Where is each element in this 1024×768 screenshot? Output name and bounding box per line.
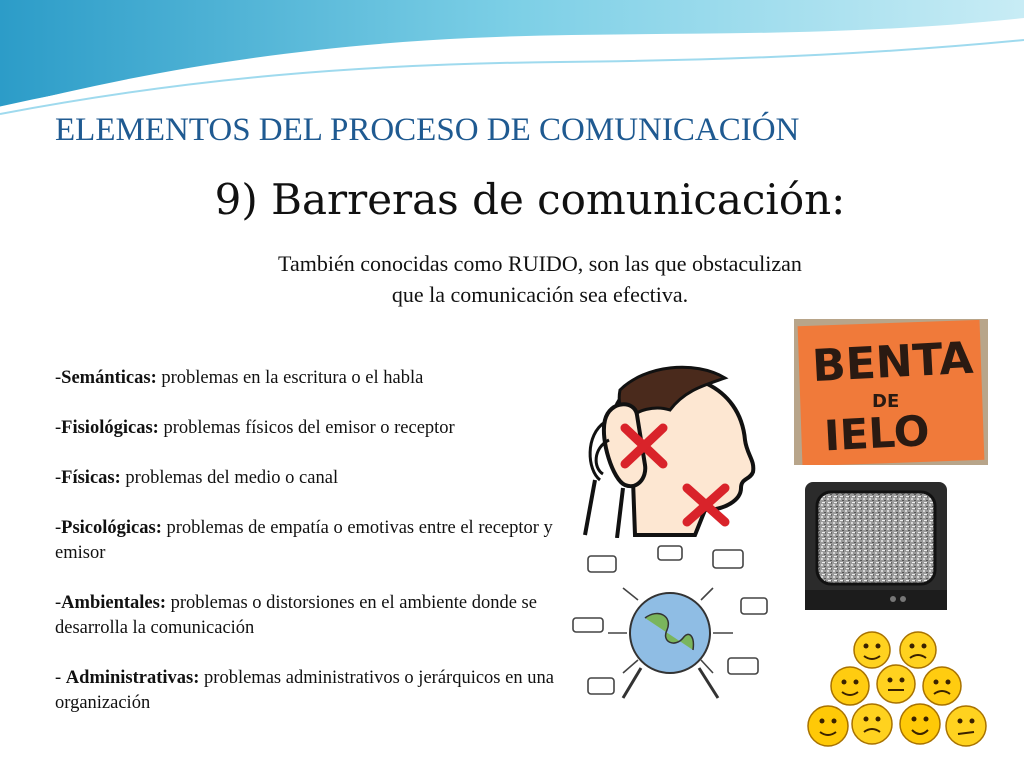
deaf-mute-pictogram bbox=[575, 360, 765, 545]
barrier-desc: problemas de empatía o emotivas entre el receptor y emisor bbox=[55, 518, 553, 563]
barrier-fisiologicas: -Fisiológicas: problemas físicos del emisor o receptor bbox=[55, 418, 455, 438]
barrier-desc: problemas administrativos o jerárquicos en una organización bbox=[55, 668, 554, 713]
misspelled-sign-photo bbox=[794, 319, 988, 465]
sign-word-3: IELO bbox=[822, 406, 931, 461]
barrier-semanticas: -Semánticas: problemas en la escritura o el habla bbox=[55, 368, 424, 388]
barrier-fisicas: -Físicas: problemas del medio o canal bbox=[55, 468, 339, 488]
barrier-desc: problemas del medio o canal bbox=[120, 468, 339, 488]
barrier-term: Administrativas: bbox=[65, 668, 200, 688]
slide-title: ELEMENTOS DEL PROCESO DE COMUNICACIÓN bbox=[55, 112, 800, 148]
section-heading: 9) Barreras de comunicación: bbox=[214, 175, 846, 224]
sign-word-2: DE bbox=[872, 391, 900, 412]
barrier-list bbox=[55, 366, 575, 716]
sign-word-1: BENTA bbox=[810, 332, 975, 393]
barrier-term: Psicológicas: bbox=[61, 518, 162, 538]
barrier-term: Físicas: bbox=[61, 468, 121, 488]
environmental-noise-sketch bbox=[563, 538, 778, 723]
barrier-desc: problemas o distorsiones en el ambiente donde se desarrolla la comunicación bbox=[55, 593, 537, 638]
intro-line-2: que la comunicación sea efectiva. bbox=[391, 282, 689, 307]
emoji-faces-pyramid bbox=[800, 628, 992, 768]
barrier-term: Ambientales: bbox=[61, 593, 166, 613]
static-tv-photo bbox=[803, 480, 949, 612]
barrier-term: Semánticas: bbox=[61, 368, 157, 388]
barrier-term: Fisiológicas: bbox=[61, 418, 159, 438]
intro-text bbox=[205, 248, 875, 310]
barrier-ambientales: -Ambientales: problemas o distorsiones en el ambiente donde se desarrolla la comunicación bbox=[55, 593, 537, 638]
intro-line-1: También conocidas como RUIDO, son las que obstaculizan bbox=[278, 251, 802, 276]
barrier-desc: problemas físicos del emisor o receptor bbox=[158, 418, 455, 438]
barrier-desc: problemas en la escritura o el habla bbox=[156, 368, 424, 388]
header-wave-decoration bbox=[0, 0, 1024, 120]
barrier-psicologicas: -Psicológicas: problemas de empatía o emotivas entre el receptor y emisor bbox=[55, 518, 553, 563]
barrier-administrativas: - Administrativas: problemas administrativos o jerárquicos en una organización bbox=[55, 668, 554, 713]
